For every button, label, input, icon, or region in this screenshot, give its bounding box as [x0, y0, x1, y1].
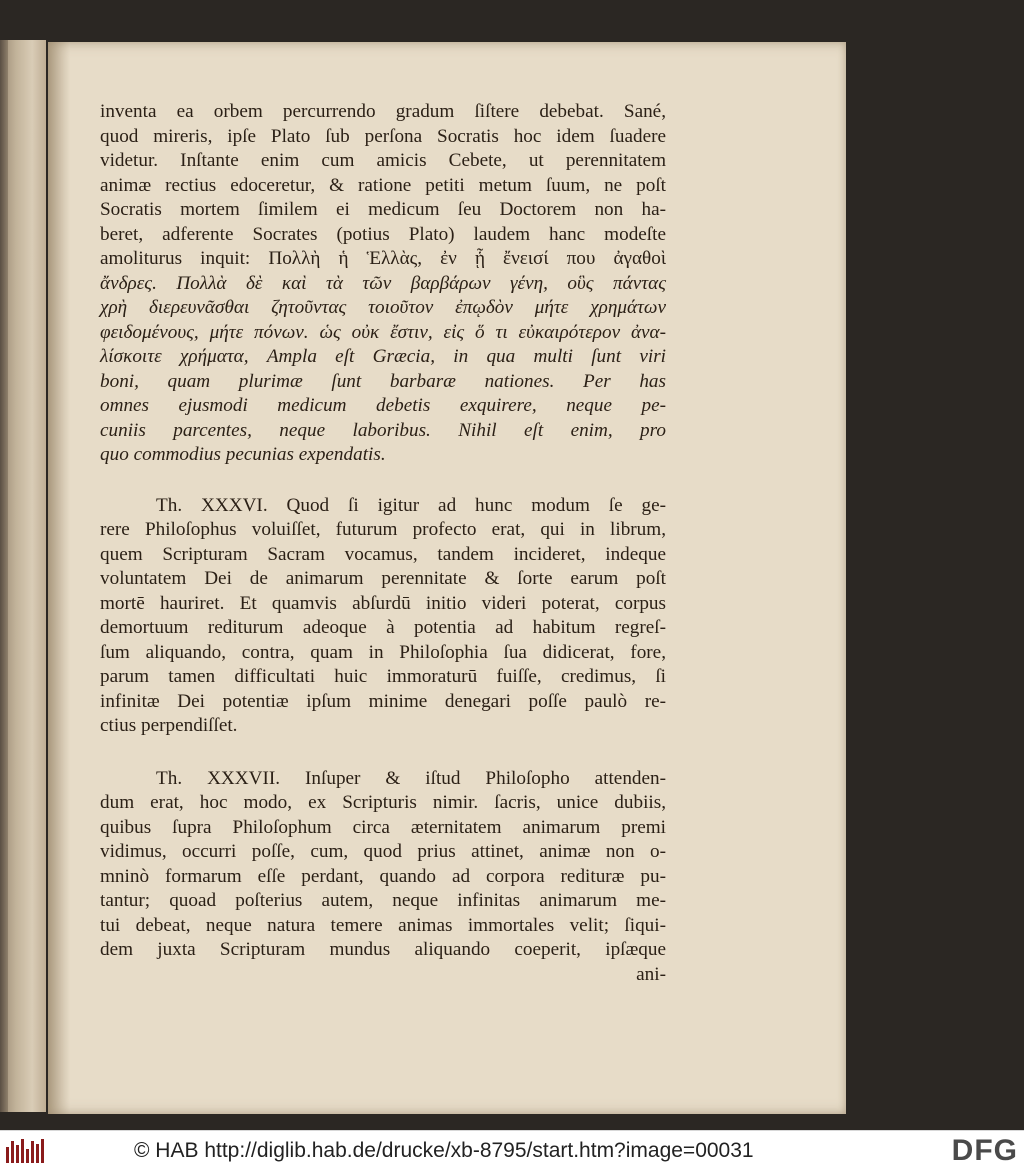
text-line: dum erat, hoc modo, ex Scripturis nimir. ſacris, unice dubiis,: [100, 792, 666, 813]
book-page: [48, 42, 846, 1114]
text-line: dem juxta Scripturam mundus aliquando coeperit, ipſæque: [100, 939, 666, 960]
text-line: ſum aliquando, contra, quam in Philoſophia ſua didicerat, fore,: [100, 641, 666, 663]
thesis-heading-line: Th. XXXVI. Quod ſi igitur ad hunc modum ſe ge-: [156, 494, 666, 516]
book-spine: [0, 40, 8, 1112]
text-line: quibus ſupra Philoſophum circa æternitatem animarum premi: [100, 816, 666, 838]
text-line: cuniis parcentes, neque laboribus. Nihil eſt enim, pro: [100, 419, 666, 441]
thesis-heading-line: Th. XXXVII. Inſuper & iſtud Philoſopho attenden-: [156, 767, 666, 789]
source-url[interactable]: © HAB http://diglib.hab.de/drucke/xb-8795/start.htm?image=00031: [134, 1139, 754, 1162]
text-line: infinitæ Dei potentiæ ipſum minime denegari poſſe paulò re-: [100, 690, 666, 712]
footer-bar: [0, 1130, 1024, 1171]
greek-line: χρὴ διερευνᾶσθαι ζητοῦντας τοιοῦτον ἐπῳδὸν μήτε χρημάτων: [100, 297, 666, 318]
text-line: quo commodius pecunias expendatis.: [100, 444, 386, 465]
text-line: Socratis mortem ſimilem ei medicum ſeu Doctorem non ha-: [100, 199, 666, 220]
text-line: tui debeat, neque natura temere animas immortales velit; ſiqui-: [100, 914, 666, 936]
text-line: boni, quam plurimæ ſunt barbaræ nationes. Per has: [100, 370, 666, 392]
text-line: λίσκοιτε χρήματα, Ampla eſt Græcia, in qua multi ſunt viri: [100, 346, 666, 367]
text-line: parum tamen difficultati huic immoraturū fuiſſe, credimus, ſi: [100, 666, 666, 687]
text-line: voluntatem Dei de animarum perennitate & ſorte earum poſt: [100, 568, 666, 589]
dfg-logo: DFG: [951, 1134, 1018, 1167]
text-line: ctius perpendiſſet.: [100, 715, 238, 736]
text-line: mninò formarum eſſe perdant, quando ad corpora redituræ pu-: [100, 865, 666, 887]
greek-line: amoliturus inquit: Πολλὴ ἡ Ἑλλὰς, ἐν ᾗ ἔνεισί που ἀγαθοὶ: [100, 248, 666, 269]
page-text: [100, 100, 666, 987]
text-line: vidimus, occurri poſſe, cum, quod prius attinet, animæ non o-: [100, 841, 666, 862]
text-line: videtur. Inſtante enim cum amicis Cebete, ut perennitatem: [100, 150, 666, 171]
text-line: rere Philoſophus voluiſſet, futurum profecto erat, qui in librum,: [100, 519, 666, 540]
text-line: inventa ea orbem percurrendo gradum ſiſtere debebat. Sané,: [100, 101, 666, 122]
greek-line: ἄνδρες. Πολλὰ δὲ καὶ τὰ τῶν βαρβάρων γένη, οὓς πάντας: [100, 272, 666, 294]
previous-page-edge: [0, 40, 46, 1112]
greek-line: φειδομένους, μήτε πόνων. ὡς οὐκ ἔστιν, εἰς ὅ τι εὐκαιρότερον ἀνα-: [100, 321, 666, 343]
page-gutter-shadow: [48, 42, 70, 1114]
text-line: beret, adferente Socrates (potius Plato) laudem hanc modeſte: [100, 223, 666, 245]
hab-logo-icon: [6, 1139, 46, 1163]
text-line: tantur; quoad poſterius autem, neque infinitas animarum me-: [100, 890, 666, 911]
text-line: mortē hauriret. Et quamvis abſurdū initio videri poterat, corpus: [100, 592, 666, 614]
text-line: omnes ejusmodi medicum debetis exquirere, neque pe-: [100, 395, 666, 416]
text-line: demortuum rediturum adeoque à potentia ad habitum regreſ-: [100, 617, 666, 638]
text-line: quod mireris, ipſe Plato ſub perſona Socratis hoc idem ſuadere: [100, 125, 666, 147]
catchword: ani-: [636, 963, 666, 985]
text-line: quem Scripturam Sacram vocamus, tandem incideret, indeque: [100, 543, 666, 565]
text-line: animæ rectius edoceretur, & ratione petiti metum ſuum, ne poſt: [100, 174, 666, 196]
